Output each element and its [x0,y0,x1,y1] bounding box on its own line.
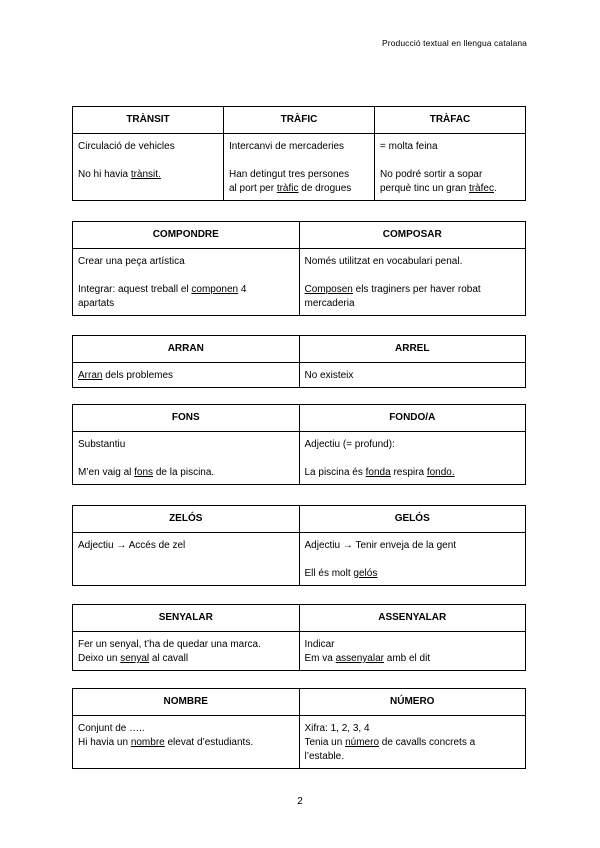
highlighted-word: fondo. [426,467,455,478]
definition-cell [299,533,526,586]
word-table-senyalar [72,604,526,671]
definition-cell [73,134,224,201]
column-header: NÚMERO [299,689,526,716]
definition-cell [73,363,300,388]
column-header: TRÀFAC [375,107,526,134]
definition: Només utilitzat en vocabulari penal. [304,256,463,267]
definition-cell [73,249,300,316]
column-header: GELÓS [299,506,526,533]
definition: Adjectiu → Tenir enveja de la gent [304,540,457,551]
definition: Adjectiu → Accés de zel [78,540,186,551]
highlighted-word: Arran [78,370,103,381]
example-line: l’estable. [304,751,344,762]
definition-cell [299,432,526,485]
highlighted-word: Composen [304,284,353,295]
definition-cell [73,533,300,586]
example: Arran dels problemes [78,370,174,381]
example: Tenia un número de cavalls concrets a [304,737,476,748]
column-header: COMPONDRE [73,222,300,249]
example: Composen els traginers per haver robat [304,284,481,295]
example: al port per tràfic de drogues [229,183,352,194]
example: Deixo un senyal al cavall [78,653,189,664]
definition: Adjectiu (= profund): [304,439,395,450]
definition: Fer un senyal, t’ha de quedar una marca. [78,639,261,650]
example: perquè tinc un gran tràfec. [380,183,497,194]
column-header: ARRAN [73,336,300,363]
highlighted-word: trànsit. [130,169,161,180]
column-header: TRÀFIC [224,107,375,134]
highlighted-word: número [345,737,379,748]
definition-cell [73,716,300,769]
highlighted-word: assenyalar [335,653,384,664]
definition: Substantiu [78,439,126,450]
page-number: 2 [297,796,303,807]
highlighted-word: fons [134,467,154,478]
definition-cell [299,363,526,388]
column-header: FONS [73,405,300,432]
example: Integrar: aquest treball el componen 4 [78,284,247,295]
highlighted-word: senyal [120,653,150,664]
running-header: Producció textual en llengua catalana [382,38,527,48]
word-table-nombre [72,688,526,769]
definition-cell [299,249,526,316]
column-header: TRÀNSIT [73,107,224,134]
example: Hi havia un nombre elevat d’estudiants. [78,737,254,748]
column-header: SENYALAR [73,605,300,632]
word-table-transit [72,106,526,201]
definition: Circulació de vehicles [78,141,175,152]
definition: Intercanvi de mercaderies [229,141,345,152]
word-table-zelos [72,505,526,586]
definition: Crear una peça artística [78,256,185,267]
definition: Xifra: 1, 2, 3, 4 [304,723,370,734]
column-header: COMPOSAR [299,222,526,249]
example-line: Han detingut tres persones [229,169,350,180]
highlighted-word: tràfic [276,183,299,194]
example: No hi havia trànsit. [78,169,161,180]
example: M’en vaig al fons de la piscina. [78,467,215,478]
column-header: ARREL [299,336,526,363]
definition-cell [375,134,526,201]
column-header: NOMBRE [73,689,300,716]
definition: Indicar [304,639,335,650]
highlighted-word: fonda [365,467,391,478]
definition-cell [299,716,526,769]
definition-cell [299,632,526,671]
example-line: mercaderia [304,298,355,309]
example: La piscina és fonda respira fondo. [304,467,455,478]
word-table-compondre [72,221,526,316]
highlighted-word: tràfec [468,183,494,194]
word-table-fons [72,404,526,485]
word-table-arran [72,335,526,388]
definition: No existeix [304,370,354,381]
definition-cell [73,432,300,485]
definition-cell [224,134,375,201]
example: Ell és molt gelós [304,568,378,579]
example: Em va assenyalar amb el dit [304,653,431,664]
column-header: ZELÓS [73,506,300,533]
column-header: FONDO/A [299,405,526,432]
example-line: No podré sortir a sopar [380,169,483,180]
highlighted-word: nombre [130,737,165,748]
highlighted-word: gelós [353,568,378,579]
example-line: apartats [78,298,115,309]
highlighted-word: componen [191,284,239,295]
definition: = molta feina [380,141,438,152]
column-header: ASSENYALAR [299,605,526,632]
definition-cell [73,632,300,671]
definition: Conjunt de ….. [78,723,145,734]
